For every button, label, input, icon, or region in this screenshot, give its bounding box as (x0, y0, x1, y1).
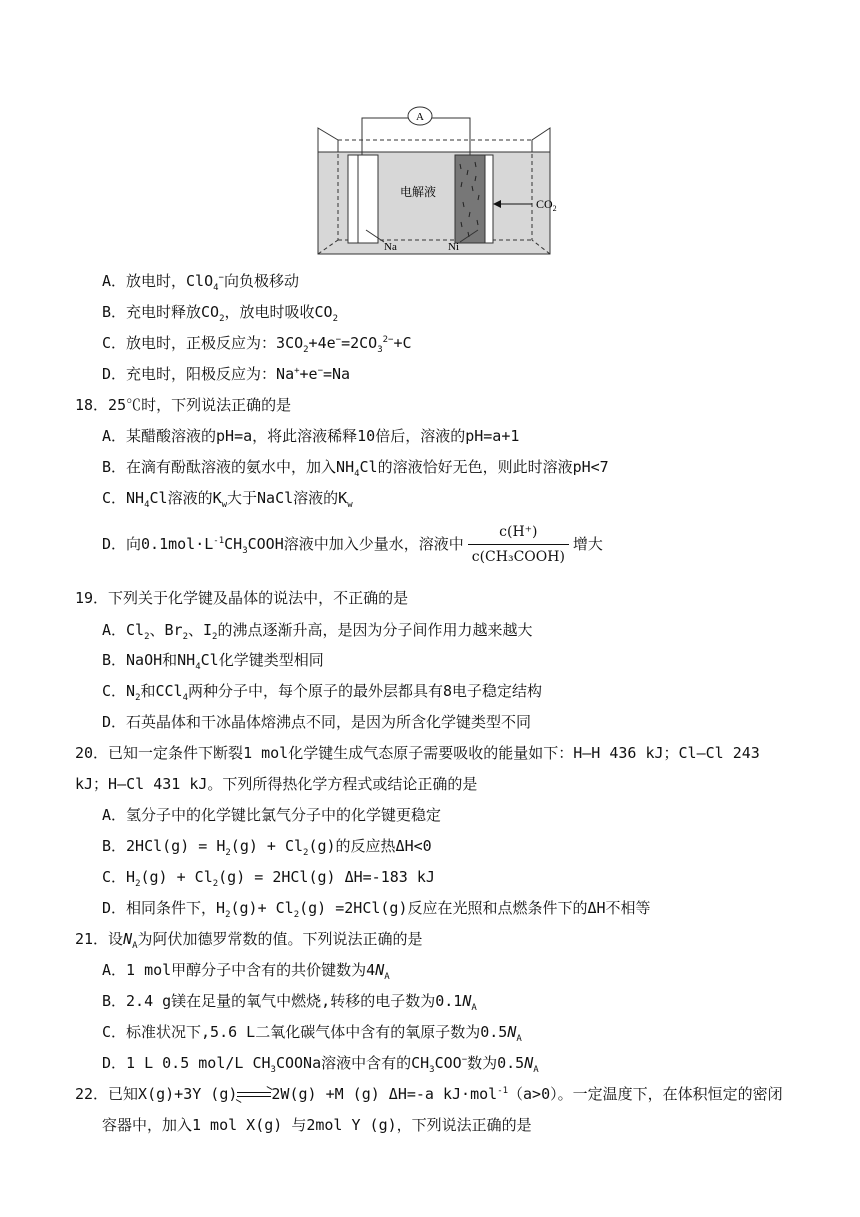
q18-option-b: B．在滴有酚酞溶液的氨水中，加入$NH_4Cl$的溶液恰好无色，则此时溶液pH<7 (102, 458, 609, 479)
q20-stem-line2: kJ；H—Cl 431 kJ。下列所得热化学方程式或结论正确的是 (75, 775, 478, 793)
wire (432, 118, 470, 155)
q22-stem-line1: 22．已知X(g)+3Y (g) 2W(g) +M (g) ΔH=-a kJ·mol$^{-1}$（a>0）。一定温度下，在体积恒定的密闭 (75, 1085, 783, 1103)
q19-option-a: A．$Cl_2$、$Br_2$、$I_2$的沸点逐渐升高，是因为分子间作用力越来越大 (102, 621, 533, 642)
q19-option-d: D．石英晶体和干冰晶体熔沸点不同，是因为所含化学键类型不同 (102, 713, 532, 731)
q20-option-b: B．$2HCl(g) = H_2(g) + Cl_2(g)$的反应热ΔH<0 (102, 837, 432, 858)
q20-option-a: A．氢分子中的化学键比氯气分子中的化学键更稳定 (102, 806, 442, 824)
q21-option-c: C．标准状况下,5.6 L二氧化碳气体中含有的氧原子数为$0.5N_A$ (102, 1023, 522, 1044)
q18-stem: 18．25℃时，下列说法正确的是 (75, 396, 292, 414)
q18-option-c: C．$NH_4Cl$溶液的$K_w$大于NaCl溶液的$K_w$ (102, 489, 353, 510)
q19-stem: 19．下列关于化学键及晶体的说法中，不正确的是 (75, 589, 409, 607)
ammeter-label: A (416, 111, 424, 123)
q18-option-a: A．某醋酸溶液的pH=a，将此溶液稀释10倍后，溶液的pH=a+1 (102, 427, 520, 445)
wire (362, 118, 408, 155)
q17-option-a: A．放电时，ClO$_4$−向负极移动 (102, 272, 299, 293)
q19-option-c: C．$N_2$和CCl$_4$两种分子中，每个原子的最外层都具有8电子稳定结构 (102, 682, 543, 703)
electrolyte-label: 电解液 (400, 185, 437, 199)
concentration-fraction: $\frac{c(H^+)}{\text{c(CH₃COOH)}}$ (468, 522, 569, 567)
q17-option-b: B．充电时释放$CO_2$，放电时吸收$CO_2$ (102, 303, 338, 324)
q18-option-d: D．向$0.1mol\cdot L^{-1}CH_3COOH$溶液中加入少量水，溶液中 $\frac{c(H^+)}{\text{c(CH₃COOH)}}$ 增大 (102, 524, 603, 565)
q20-option-c: C．$H_2(g) + Cl_2(g) = 2HCl(g)$ ΔH=-183 kJ (102, 868, 435, 889)
q21-stem: 21．设$N_A$为阿伏加德罗常数的值。下列说法正确的是 (75, 930, 423, 951)
q22-stem-line2: 容器中，加入1 mol X(g) 与2mol Y (g)，下列说法正确的是 (102, 1116, 532, 1134)
sodium-electrode (348, 155, 378, 243)
q21-option-b: B．2.4 g镁在足量的氧气中燃烧,转移的电子数为$0.1N_A$ (102, 992, 477, 1013)
na-label: Na (384, 241, 397, 253)
co2-label: $CO_2$ (536, 197, 557, 213)
q21-option-a: A．1 mol甲醇分子中含有的共价键数为$4N_A$ (102, 961, 390, 982)
ni-label: Ni (448, 241, 459, 253)
q20-option-d: D．相同条件下，$H_2(g)+ Cl_2(g) =2HCl(g)$反应在光照和点燃条件下的ΔH不相等 (102, 899, 651, 920)
q21-option-d: D．1 L 0.5 mol/L $CH_3COONa$溶液中含有的$CH_3COO^-$数为$0.5N_A$ (102, 1054, 539, 1075)
q20-stem-line1: 20．已知一定条件下断裂1 mol化学键生成气态原子需要吸收的能量如下：H—H 436 kJ；Cl—Cl 243 (75, 744, 760, 762)
equilibrium-arrow-icon (237, 1090, 271, 1100)
q17-option-d: D．充电时，阳极反应为：Na++e−=Na (102, 365, 351, 383)
electrolytic-cell-diagram (300, 100, 570, 260)
q19-option-b: B．NaOH和$NH_4Cl$化学键类型相同 (102, 651, 324, 672)
nickel-electrode (455, 155, 485, 243)
q17-option-c: C．放电时，正极反应为：$3CO_2+4e^-=2CO_3^{2-}+C$ (102, 334, 412, 355)
